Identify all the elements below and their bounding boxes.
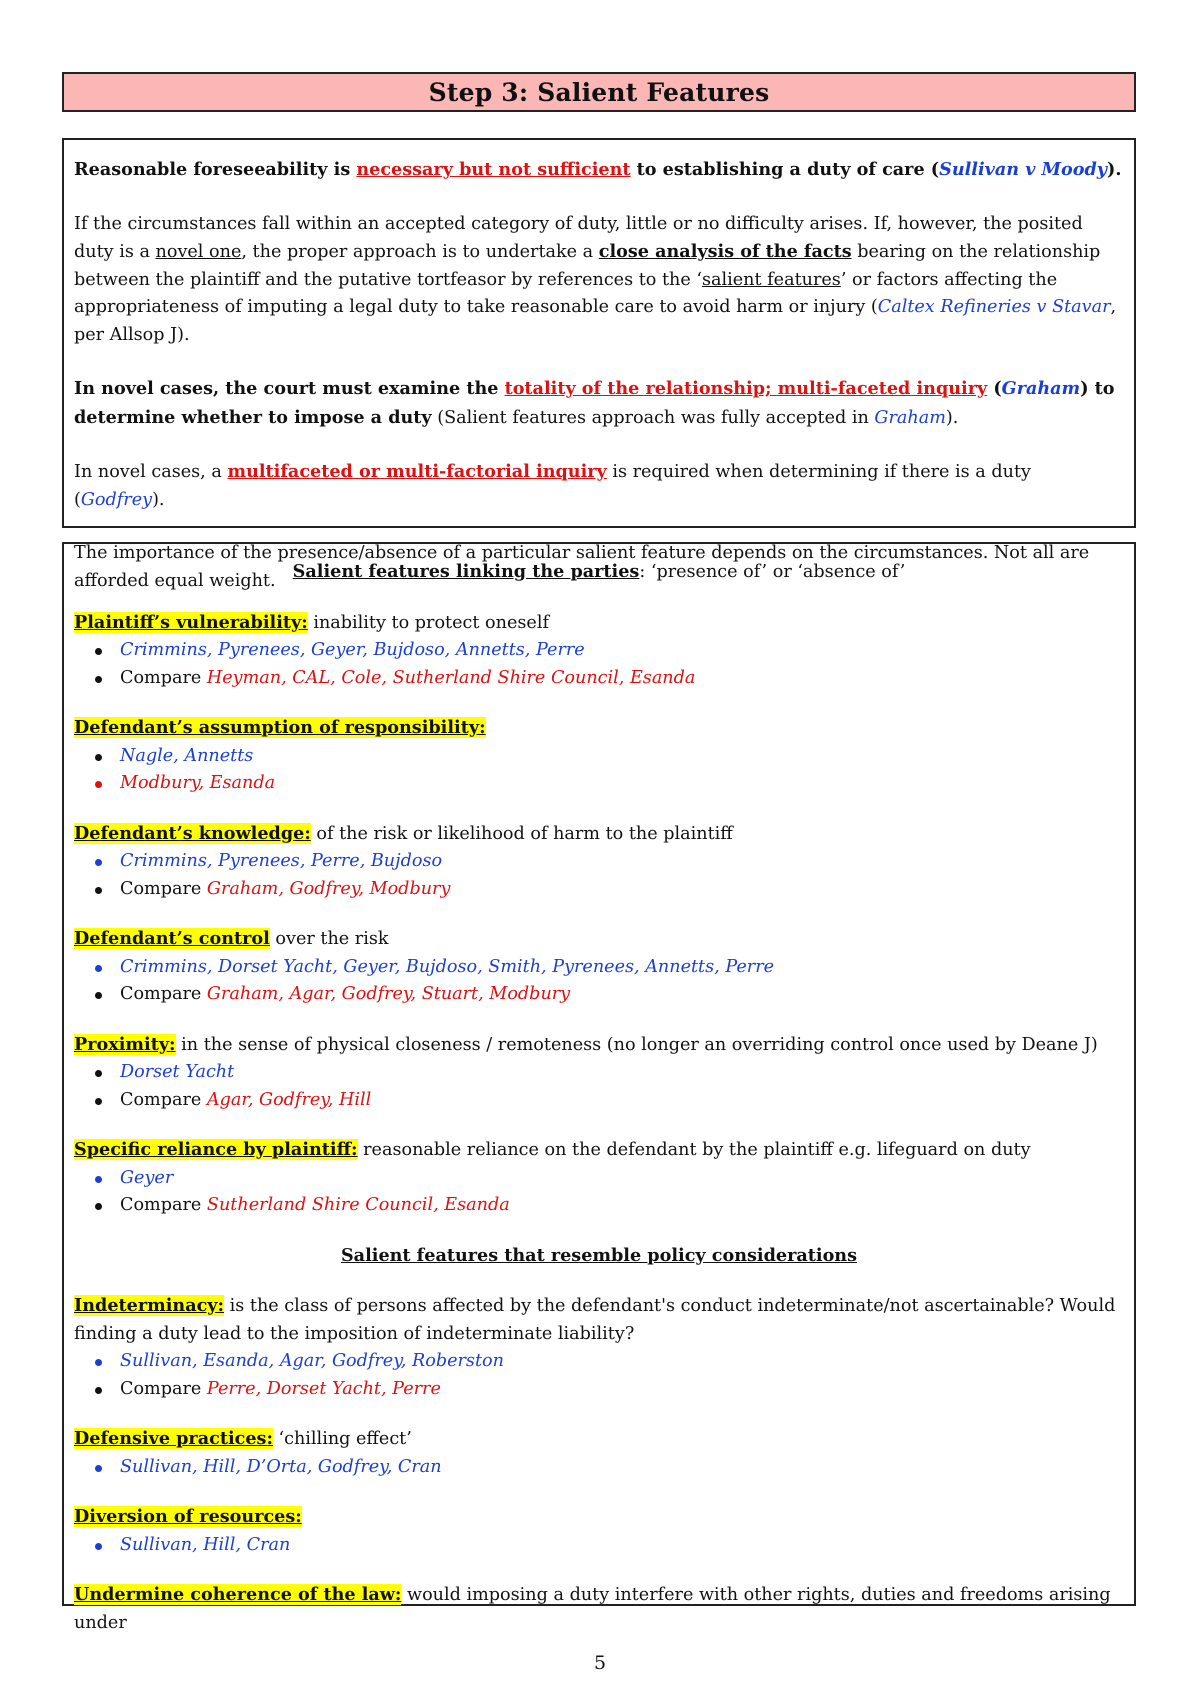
text-run: is required when determining if there is a duty ( [74, 462, 1031, 510]
text-run: reasonable reliance on the defendant by the plaintiff e.g. lifeguard on duty [357, 1140, 1031, 1160]
case-list-item [104, 665, 1124, 693]
spacer [74, 903, 1124, 925]
feature-paragraph [74, 609, 1124, 638]
text-run: ) to determine whether to impose a duty [74, 378, 1115, 428]
text-run: of the risk or likelihood of harm to the plaintiff [310, 823, 733, 844]
case-citation: Dorset Yacht [120, 1062, 235, 1082]
text-run: ’ or factors affecting the appropriateness of imputing a legal duty to take reasonable care to avoid harm or injury ( [74, 269, 1058, 317]
case-citation: Crimmins, Pyrenees, Perre, Bujdoso [120, 851, 443, 871]
spacer [74, 1403, 1124, 1425]
contrasting-case-citation: Heyman, CAL, Cole, Sutherland Shire Council, Esanda [206, 667, 696, 688]
case-citation: Nagle, Annetts [120, 745, 254, 766]
text-run: The importance of the presence/absence of a particular salient feature depends on the circumstances. Not all are afforded equal weight. [74, 543, 1090, 591]
case-citation: Caltex Refineries v Stavar [877, 297, 1111, 317]
case-citation: Godfrey [80, 489, 153, 510]
feature-label: Plaintiff’s vulnerability: [74, 611, 308, 633]
feature-label: Diversion of resources: [74, 1506, 302, 1527]
emphasis-text: Salient features that resemble policy considerations [340, 1244, 858, 1266]
case-list-item [104, 1532, 1124, 1560]
case-citation: Graham [874, 407, 946, 428]
feature-paragraph [74, 925, 1124, 954]
case-list-item [104, 1348, 1124, 1376]
text-run: In novel cases, a [74, 462, 228, 482]
feature-paragraph [74, 1031, 1124, 1060]
spacer [74, 798, 1124, 820]
feature-label: Defendant’s assumption of responsibility: [74, 717, 486, 738]
case-citation: Geyer [120, 1167, 174, 1188]
emphasis-text: Salient features linking the parties [292, 561, 640, 582]
case-list-item [104, 848, 1124, 876]
spacer [74, 1114, 1124, 1136]
feature-label: Indeterminacy: [74, 1295, 225, 1316]
text-run: inability to protect oneself [307, 612, 549, 633]
text-run: In novel cases, the court must examine the [74, 378, 505, 399]
contrasting-case-citation: Sutherland Shire Council, Esanda [206, 1195, 510, 1215]
text-run: Reasonable foreseeability is [74, 159, 357, 180]
text-run: in the sense of physical closeness / remoteness (no longer an overriding control once used by Deane J) [175, 1034, 1098, 1055]
spacer [74, 1220, 1124, 1242]
text-run: ). [1107, 159, 1122, 180]
page-number: 5 [593, 1652, 607, 1674]
spacer [74, 587, 1124, 609]
case-citation: Crimmins, Dorset Yacht, Geyer, Bujdoso, Smith, Pyrenees, Annetts, Perre [120, 956, 775, 977]
contrasting-case-citation: Modbury, Esanda [120, 773, 276, 793]
text-run: : ‘presence of’ or ‘absence of’ [639, 562, 906, 582]
case-list [74, 1348, 1124, 1403]
feature-paragraph [74, 714, 1124, 743]
case-list [74, 954, 1124, 1009]
case-list [74, 848, 1124, 903]
spacer [74, 1009, 1124, 1031]
intro-paragraph [74, 211, 1124, 350]
text-run: bearing on the relationship between the plaintiff and the putative tortfeasor by references to the ‘ [74, 242, 1101, 290]
feature-paragraph [74, 820, 1124, 849]
text-run: ). [152, 489, 165, 510]
text-run: Compare [120, 667, 207, 688]
feature-label: Proximity: [74, 1033, 176, 1055]
feature-paragraph [74, 1136, 1124, 1165]
emphasis-text: close analysis of the facts [598, 241, 852, 262]
intro-paragraph [74, 375, 1124, 432]
text-run: Compare [120, 878, 207, 899]
feature-label: Defendant’s knowledge: [74, 822, 311, 844]
text-run: Compare [120, 1378, 207, 1399]
text-run: (Salient features approach was fully accepted in [431, 407, 875, 428]
text-run: Compare [120, 984, 207, 1004]
case-list-item [104, 637, 1124, 665]
spacer [74, 1270, 1124, 1292]
case-list-item [104, 1165, 1124, 1193]
feature-label: Specific reliance by plaintiff: [74, 1139, 358, 1160]
case-list [74, 1532, 1124, 1560]
text-run: ( [987, 378, 1002, 399]
case-list-item [104, 770, 1124, 798]
case-list-item [104, 1059, 1124, 1087]
text-run: ‘chilling effect’ [272, 1429, 412, 1449]
emphasis-text: totality of the relationship; multi-faceted inquiry [504, 378, 988, 399]
case-list [74, 1059, 1124, 1114]
feature-paragraph [74, 1581, 1124, 1637]
text-run: would imposing a duty interfere with other rights, duties and freedoms arising under [74, 1585, 1111, 1633]
case-list-item [104, 954, 1124, 982]
case-citation: Crimmins, Pyrenees, Geyer, Bujdoso, Annetts, Perre [120, 640, 585, 660]
group-heading [74, 1242, 1124, 1271]
case-citation: Sullivan v Moody [939, 159, 1108, 180]
case-list-item [104, 1087, 1124, 1115]
emphasis-text: novel one [155, 242, 242, 262]
feature-label: Defendant’s control [74, 928, 270, 949]
emphasis-text: multifaceted or multi-factorial inquiry [227, 461, 607, 482]
text-run: , the proper approach is to undertake a [241, 242, 599, 262]
section-title: Step 3: Salient Features [428, 77, 770, 107]
text-run: to establishing a duty of care ( [630, 159, 940, 180]
intro-paragraph [74, 458, 1124, 514]
case-list-item [104, 1454, 1124, 1482]
case-list-item [104, 743, 1124, 771]
case-list [74, 1165, 1124, 1220]
case-list [74, 1454, 1124, 1482]
text-run: ). [945, 407, 959, 428]
text-run: Compare [120, 1195, 207, 1215]
case-citation: Graham [1001, 378, 1081, 399]
feature-label: Undermine coherence of the law: [74, 1584, 402, 1605]
case-list-item [104, 1376, 1124, 1404]
case-list-item [104, 981, 1124, 1009]
spacer [74, 1559, 1124, 1581]
spacer [74, 1481, 1124, 1503]
section-title-bar [62, 72, 1136, 112]
feature-paragraph [74, 1503, 1124, 1532]
case-citation: Sullivan, Esanda, Agar, Godfrey, Roberston [120, 1351, 504, 1371]
case-citation: Sullivan, Hill, D’Orta, Godfrey, Cran [120, 1456, 442, 1477]
contrasting-case-citation: Agar, Godfrey, Hill [206, 1089, 372, 1110]
text-run: Compare [120, 1089, 207, 1110]
text-run: is the class of persons affected by the defendant's conduct indeterminate/not ascertainable? Would finding a duty lead to the imposition of indeterminate liability? [74, 1296, 1116, 1344]
intro-paragraph [74, 156, 1124, 185]
text-run: over the risk [269, 929, 389, 949]
feature-paragraph [74, 1292, 1124, 1348]
spacer [74, 692, 1124, 714]
salient-features-box [62, 542, 1136, 1633]
contrasting-case-citation: Perre, Dorset Yacht, Perre [206, 1378, 441, 1399]
emphasis-text: necessary but not sufficient [356, 159, 631, 180]
feature-paragraph [74, 1425, 1124, 1454]
text-run: If the circumstances fall within an accepted category of duty, little or no difficulty arises. If, however, the posited duty is a [74, 213, 1083, 262]
contrasting-case-citation: Graham, Godfrey, Modbury [206, 878, 451, 899]
text-run: , per Allsop J). [74, 297, 1117, 345]
case-list [74, 743, 1124, 798]
emphasis-text: salient features [701, 269, 841, 290]
case-list-item [104, 876, 1124, 904]
case-citation: Sullivan, Hill, Cran [120, 1534, 291, 1555]
feature-label: Defensive practices: [74, 1428, 273, 1449]
case-list [74, 637, 1124, 692]
group-heading [74, 558, 1124, 587]
contrasting-case-citation: Graham, Agar, Godfrey, Stuart, Modbury [206, 984, 571, 1004]
case-list-item [104, 1192, 1124, 1220]
